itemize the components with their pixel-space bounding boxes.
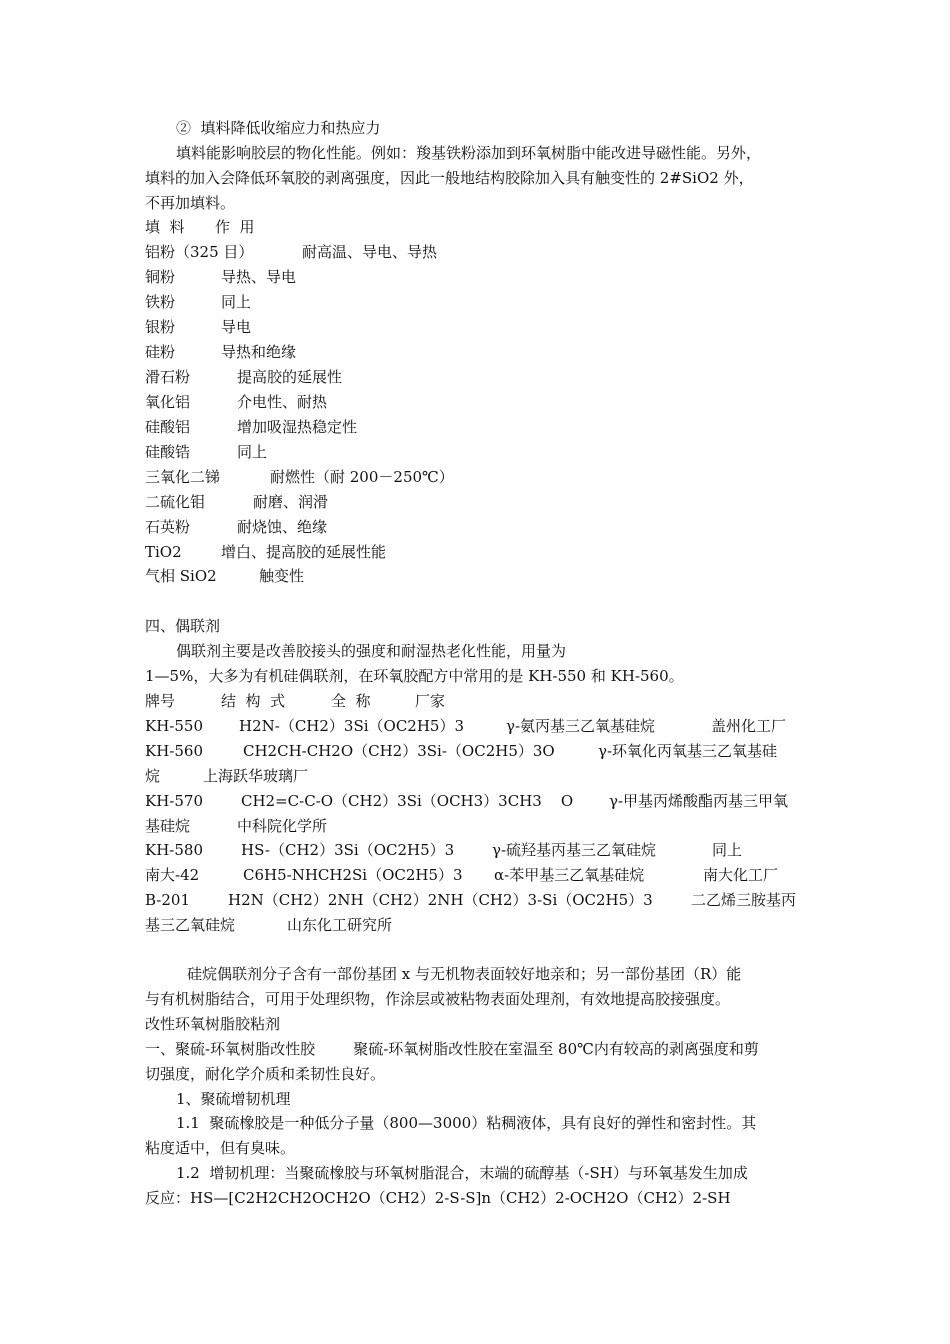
- filler-name: 铁粉: [145, 293, 176, 311]
- paragraph-line: 1—5%，大多为有机硅偶联剂，在环氧胶配方中常用的是 KH-550 和 KH-560。: [145, 667, 684, 685]
- filler-name: 铝粉（325 目）: [145, 243, 254, 261]
- filler-effect: 导热和绝缘: [221, 343, 297, 361]
- agent-formula: H2N-（CH2）3Si（OC2H5）3: [239, 717, 465, 735]
- filler-name: 气相 SiO2: [145, 567, 217, 585]
- filler-effect: 触变性: [259, 567, 305, 585]
- table-header-filler: 填 料: [145, 218, 185, 236]
- agent-name: γ-甲基丙烯酸酯丙基三甲氧: [609, 792, 789, 810]
- filler-name: 硅酸铝: [145, 418, 191, 436]
- subheading: 1、聚硫增韧机理: [176, 1090, 291, 1108]
- paragraph-line: 反应：HS—[C2H2CH2OCH2O（CH2）2-S-S]n（CH2）2-OCH2O（CH2）2-SH: [145, 1189, 731, 1207]
- filler-effect: 提高胶的延展性: [237, 368, 343, 386]
- table-header-formula: 结 构 式: [221, 692, 286, 710]
- filler-effect: 同上: [237, 443, 268, 461]
- agent-name: α-苯甲基三乙氧基硅烷: [494, 866, 645, 884]
- filler-name: 三氧化二锑: [145, 468, 221, 486]
- paragraph-line: 不再加填料。: [145, 194, 236, 212]
- filler-name: TiO2: [145, 543, 182, 561]
- paragraph-line: 1.2 增韧机理：当聚硫橡胶与环氧树脂混合，末端的硫醇基（-SH）与环氧基发生加成: [176, 1164, 748, 1182]
- filler-name: 银粉: [145, 318, 176, 336]
- paragraph-line: 与有机树脂结合，可用于处理织物，作涂层或被粘物表面处理剂，有效地提高胶接强度。: [145, 990, 731, 1008]
- table-header-grade: 牌号: [145, 692, 176, 710]
- agent-maker: 盖州化工厂: [711, 717, 787, 735]
- paragraph-line: 1.1 聚硫橡胶是一种低分子量（800—3000）粘稠液体，具有良好的弹性和密封性。其: [176, 1114, 757, 1132]
- agent-maker: 同上: [712, 841, 743, 859]
- section-heading: 改性环氧树脂胶粘剂: [145, 1015, 281, 1033]
- filler-effect: 增加吸湿热稳定性: [237, 418, 358, 436]
- agent-grade: 南大-42: [145, 866, 200, 884]
- table-header-name: 全 称: [331, 692, 371, 710]
- filler-effect: 导热、导电: [221, 268, 297, 286]
- filler-name: 石英粉: [145, 518, 191, 536]
- agent-grade: KH-560: [145, 742, 203, 760]
- filler-name: 铜粉: [145, 268, 176, 286]
- agent-grade: B-201: [145, 891, 190, 909]
- filler-effect: 耐高温、导电、导热: [302, 243, 438, 261]
- agent-formula: CH2CH-CH2O（CH2）3Si-（OC2H5）3O: [243, 742, 555, 760]
- filler-effect: 同上: [221, 293, 252, 311]
- filler-effect: 耐燃性（耐 200－250℃）: [270, 468, 454, 486]
- filler-effect: 导电: [221, 318, 252, 336]
- filler-name: 二硫化钼: [145, 493, 206, 511]
- agent-name: γ-硫羟基丙基三乙氧硅烷: [492, 841, 657, 859]
- section-heading: ② 填料降低收缩应力和热应力: [176, 119, 381, 137]
- agent-name-continued: 基三乙氧硅烷: [145, 916, 236, 934]
- filler-effect: 耐烧蚀、绝缘: [237, 518, 328, 536]
- agent-name: γ-氨丙基三乙氧基硅烷: [506, 717, 656, 735]
- agent-formula: C6H5-NHCH2Si（OC2H5）3: [243, 866, 463, 884]
- agent-grade: KH-580: [145, 841, 203, 859]
- agent-grade: KH-570: [145, 792, 203, 810]
- agent-name: 二乙烯三胺基丙: [691, 891, 797, 909]
- paragraph-line: 偶联剂主要是改善胶接头的强度和耐湿热老化性能，用量为: [176, 642, 567, 660]
- paragraph-line: 填料的加入会降低环氧胶的剥离强度，因此一般地结构胶除加入具有触变性的 2#SiO2 外，: [145, 169, 754, 187]
- agent-name-continued: 烷: [145, 767, 161, 785]
- agent-maker: 南大化工厂: [703, 866, 779, 884]
- paragraph-line: 切强度，耐化学介质和柔韧性良好。: [145, 1065, 386, 1083]
- agent-formula: CH2=C-C-O（CH2）3Si（OCH3）3CH3 O: [241, 792, 574, 810]
- table-header-maker: 厂家: [415, 692, 446, 710]
- agent-name: γ-环氧化丙氧基三乙氧基硅: [598, 742, 778, 760]
- filler-name: 硅粉: [145, 343, 176, 361]
- agent-name-continued: 基硅烷: [145, 817, 191, 835]
- paragraph-line: 粘度适中，但有臭味。: [145, 1139, 296, 1157]
- filler-effect: 介电性、耐热: [237, 393, 328, 411]
- paragraph-line: 填料能影响胶层的物化性能。例如：羧基铁粉添加到环氧树脂中能改进导磁性能。另外，: [176, 144, 762, 162]
- agent-formula: HS-（CH2）3Si（OC2H5）3: [241, 841, 455, 859]
- agent-formula: H2N（CH2）2NH（CH2）2NH（CH2）3-Si（OC2H5）3: [228, 891, 653, 909]
- section-heading: 四、偶联剂: [145, 617, 221, 635]
- paragraph-line: 一、聚硫-环氧树脂改性胶 聚硫-环氧树脂改性胶在室温至 80℃内有较高的剥离强度和剪: [145, 1040, 759, 1058]
- filler-effect: 耐磨、润滑: [253, 493, 329, 511]
- filler-name: 氧化铝: [145, 393, 191, 411]
- agent-maker: 山东化工研究所: [287, 916, 393, 934]
- filler-name: 硅酸锆: [145, 443, 191, 461]
- agent-maker: 中科院化学所: [237, 817, 328, 835]
- paragraph-line: 硅烷偶联剂分子含有一部份基团 x 与无机物表面较好地亲和；另一部份基团（R）能: [187, 965, 742, 983]
- table-header-effect: 作 用: [215, 218, 255, 236]
- agent-maker: 上海跃华玻璃厂: [203, 767, 309, 785]
- filler-name: 滑石粉: [145, 368, 191, 386]
- filler-effect: 增白、提高胶的延展性能: [221, 543, 387, 561]
- agent-grade: KH-550: [145, 717, 203, 735]
